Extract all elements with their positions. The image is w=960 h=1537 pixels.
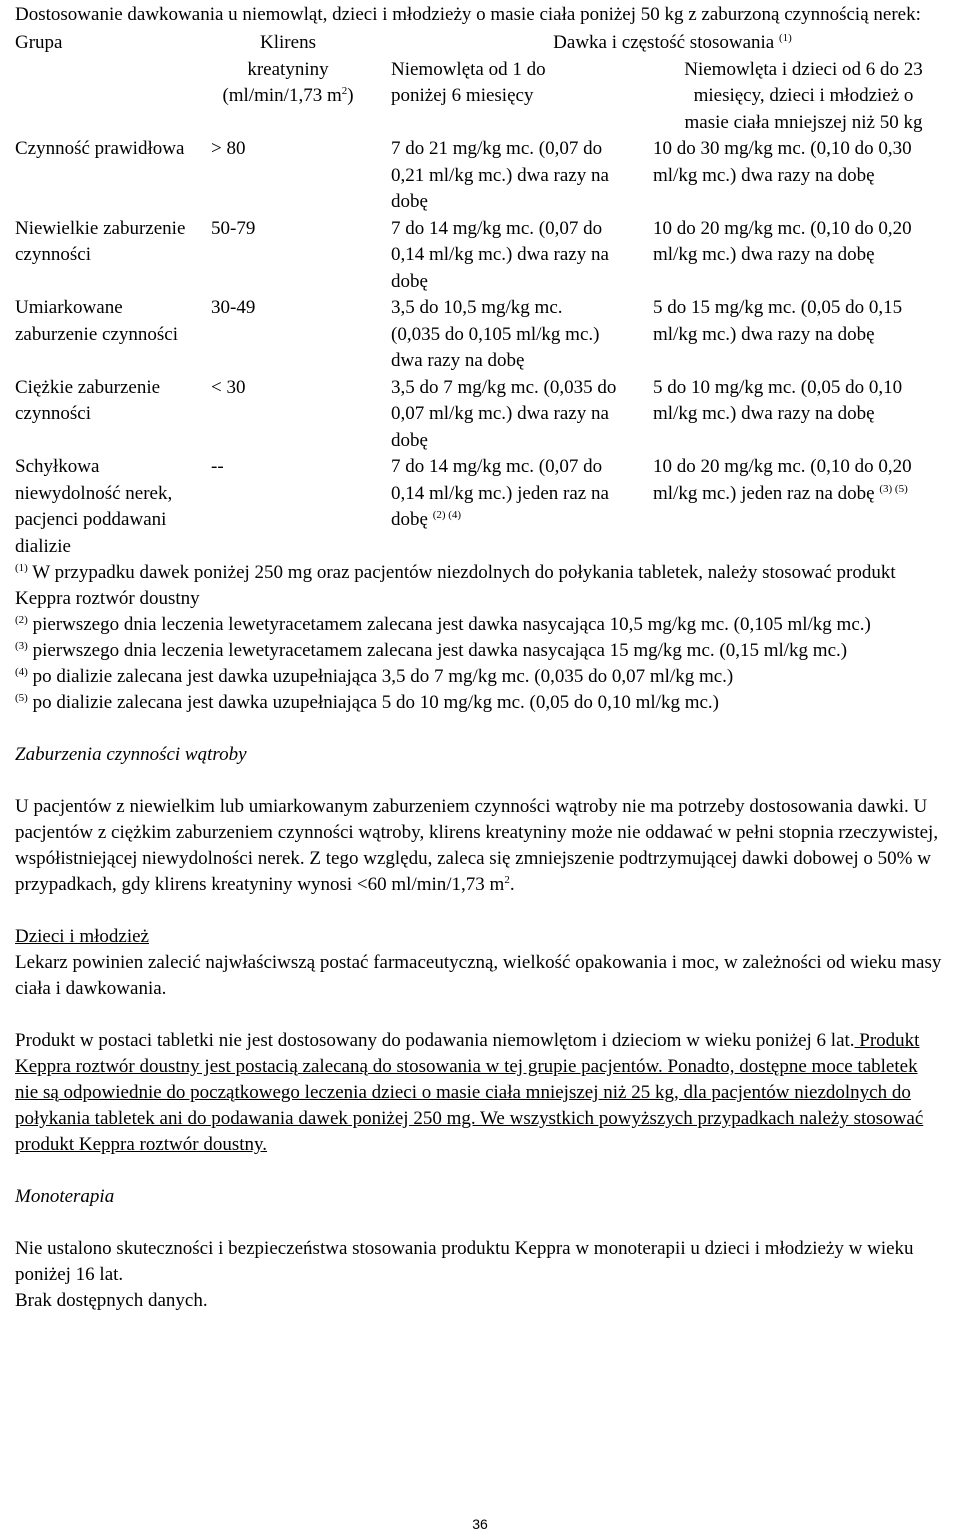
intro-text: Dostosowanie dawkowania u niemowląt, dzieci i młodzieży o masie ciała poniżej 50 kg z zaburzoną czynnością nerek:	[15, 4, 921, 25]
table-row: Czynność prawidłowa > 80 7 do 21 mg/kg mc. (0,07 do 0,21 ml/kg mc.) dwa razy na dobę 10 do 30 mg/kg mc. (0,10 do 0,30 ml/kg mc.) dwa razy na dobę	[15, 138, 912, 212]
header-group: Grupa	[15, 32, 63, 53]
footnote: $^{(1)}$ W przypadku dawek poniżej 250 mg oraz pacjentów niezdolnych do połykania tabletek, należy stosować produkt Keppra roztwór doustny	[15, 562, 896, 609]
header-dose: Dawka i częstość stosowania $^{(1)}$	[553, 32, 792, 53]
footnote: $^{(2)}$ pierwszego dnia leczenia lewetyracetamem zalecana jest dawka nasycająca 10,5 mg/kg mc. (0,105 ml/kg mc.)	[15, 614, 871, 635]
table-row: Ciężkie zaburzenie czynności < 30 3,5 do 7 mg/kg mc. (0,035 do 0,07 ml/kg mc.) dwa razy na dobę 5 do 10 mg/kg mc. (0,05 do 0,10 ml/kg mc.) dwa razy na dobę	[15, 376, 903, 451]
footnotes	[15, 560, 945, 716]
page-number: 36	[472, 1516, 488, 1532]
mono-paragraph-1: Nie ustalono skuteczności i bezpieczeństwa stosowania produktu Keppra w monoterapii u dzieci i młodzieży w wieku poniżej 16 lat.	[15, 1238, 914, 1285]
footnote: $^{(4)}$ po dializie zalecana jest dawka uzupełniająca 3,5 do 7 mg/kg mc. (0,035 do 0,07 ml/kg mc.)	[15, 666, 734, 687]
table-header-row	[2, 30, 954, 57]
subheader-infants: Niemowlęta od 1 do poniżej 6 miesięcy	[391, 58, 546, 106]
dosage-table	[2, 30, 954, 560]
footnote: $^{(5)}$ po dializie zalecana jest dawka uzupełniająca 5 do 10 mg/kg mc. (0,05 do 0,10 ml/kg mc.)	[15, 692, 719, 713]
table-row: Schyłkowa niewydolność nerek, pacjenci poddawani dializie -- 7 do 14 mg/kg mc. (0,07 do 0,14 ml/kg mc.) jeden raz na dobę $^{(2) (4)}$ 10 do 20 mg/kg mc. (0,10 do 0,20 ml/kg mc.) jeden raz na dobę $^{(3) (5)}$	[15, 456, 912, 557]
header-klirens: Klirens kreatyniny (ml/min/1,73 $m^2$)	[222, 32, 354, 106]
children-paragraph-2: Produkt w postaci tabletki nie jest dostosowany do podawania niemowlętom i dzieciom w wieku poniżej 6 lat. Produkt Keppra roztwór doustny jest postacią zalecaną do stosowania w tej grupie pacjentów. Ponadto, dostępne moce tabletek nie są odpowiednie do początkowego leczenia dzieci o masie ciała mniejszej niż 25 kg, dla pacjentów niezdolnych do połykania tabletek ani do podawania dawek poniżej 250 mg. We wszystkich powyższych przypadkach należy stosować produkt Keppra roztwór doustny.	[15, 1030, 924, 1155]
liver-paragraph: U pacjentów z niewielkim lub umiarkowanym zaburzeniem czynności wątroby nie ma potrzeby dostosowania dawki. U pacjentów z ciężkim zaburzeniem czynności wątroby, klirens kreatyniny może nie oddawać w pełni stopnia rzeczywistej, współistniejącej niewydolności nerek. Z tego względu, zaleca się zmniejszenie podtrzymującej dawki dobowej o 50% w przypadkach, gdy klirens kreatyniny wynosi <60 ml/min/1,73 $m^2$.	[15, 796, 939, 895]
children-paragraph-1: Lekarz powinien zalecić najwłaściwszą postać farmaceutyczną, wielkość opakowania i moc, w zależności od wieku masy ciała i dawkowania.	[15, 952, 942, 999]
table-subheader-row	[2, 57, 954, 137]
subheader-children: Niemowlęta i dzieci od 6 do 23 miesięcy, dzieci i młodzież o masie ciała mniejszej niż 50 kg	[684, 58, 923, 133]
mono-heading: Monoterapia	[15, 1186, 115, 1207]
table-row: Niewielkie zaburzenie czynności 50-79 7 do 14 mg/kg mc. (0,07 do 0,14 ml/kg mc.) dwa razy na dobę 10 do 20 mg/kg mc. (0,10 do 0,20 ml/kg mc.) dwa razy na dobę	[15, 217, 912, 292]
mono-paragraph-2: Brak dostępnych danych.	[15, 1290, 208, 1311]
document-page	[15, 0, 945, 1314]
footnote: $^{(3)}$ pierwszego dnia leczenia lewetyracetamem zalecana jest dawka nasycająca 15 mg/kg mc. (0,15 ml/kg mc.)	[15, 640, 848, 661]
table-row: Umiarkowane zaburzenie czynności 30-49 3,5 do 10,5 mg/kg mc. (0,035 do 0,105 ml/kg mc.) dwa razy na dobę 5 do 15 mg/kg mc. (0,05 do 0,15 ml/kg mc.) dwa razy na dobę	[15, 297, 903, 371]
liver-heading: Zaburzenia czynności wątroby	[15, 744, 247, 765]
children-heading: Dzieci i młodzież	[15, 926, 149, 947]
